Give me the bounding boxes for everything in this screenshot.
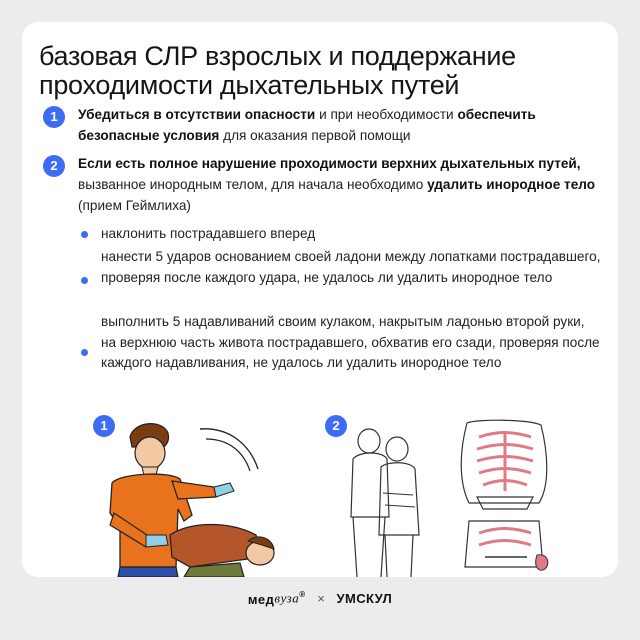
step-2-number-badge: 2 xyxy=(43,155,65,177)
step-1-text-b: и при необходимости xyxy=(315,107,458,122)
step-1-text xyxy=(78,104,598,146)
heimlich-illustration xyxy=(327,417,607,577)
medvuza-logo xyxy=(248,590,306,606)
bullet-2-dot-icon xyxy=(81,277,88,284)
illustration-2-badge: 2 xyxy=(325,415,347,437)
step-2-text-bold-c: удалить инородное тело xyxy=(427,177,596,192)
footer xyxy=(0,590,640,620)
step-2-text-d: (прием Геймлиха) xyxy=(78,198,191,213)
umskul-logo: УМСКУЛ xyxy=(336,591,393,607)
step-2-text-bold-a: Если есть полное нарушение проходимости верхних дыхательных путей, xyxy=(78,156,581,171)
step-1-text-bold-c: обеспечить безопасные условия xyxy=(78,107,536,143)
bullet-3-text: выполнить 5 надавливаний своим кулаком, накрытым ладонью второй руки, на верхнюю часть живота пострадавшего, обхватив его сзади, проверяя после каждого надавливания, не удалось ли удалить инородное тело xyxy=(101,314,600,370)
page-title: базовая СЛР взрослых и поддержание проходимости дыхательных путей xyxy=(39,41,516,100)
step-2-text-b: вызванное инородным телом, для начала необходимо xyxy=(78,177,428,192)
bullet-2-text: нанести 5 ударов основанием своей ладони между лопатками пострадавшего, проверяя после каждого удара, не удалось ли удалить инородное тело xyxy=(101,249,601,285)
medvuza-logo-prefix: мед xyxy=(247,591,275,607)
step-1-text-d: для оказания первой помощи xyxy=(219,128,411,143)
step-1-number-badge: 1 xyxy=(43,106,65,128)
back-blows-illustration xyxy=(80,417,330,577)
separator-icon: × xyxy=(317,591,325,607)
bullet-1-dot-icon xyxy=(81,231,88,238)
content-card xyxy=(22,22,618,577)
medvuza-logo-mark: ® xyxy=(299,590,306,600)
step-2-text xyxy=(78,153,598,216)
bullet-1-text: наклонить пострадавшего вперед xyxy=(101,226,316,241)
step-1-text-bold-a: Убедиться в отсутствии опасности xyxy=(78,107,316,122)
illustration-1-badge: 1 xyxy=(93,415,115,437)
bullet-3-dot-icon xyxy=(81,349,88,356)
medvuza-logo-italic: вуза xyxy=(274,590,300,606)
